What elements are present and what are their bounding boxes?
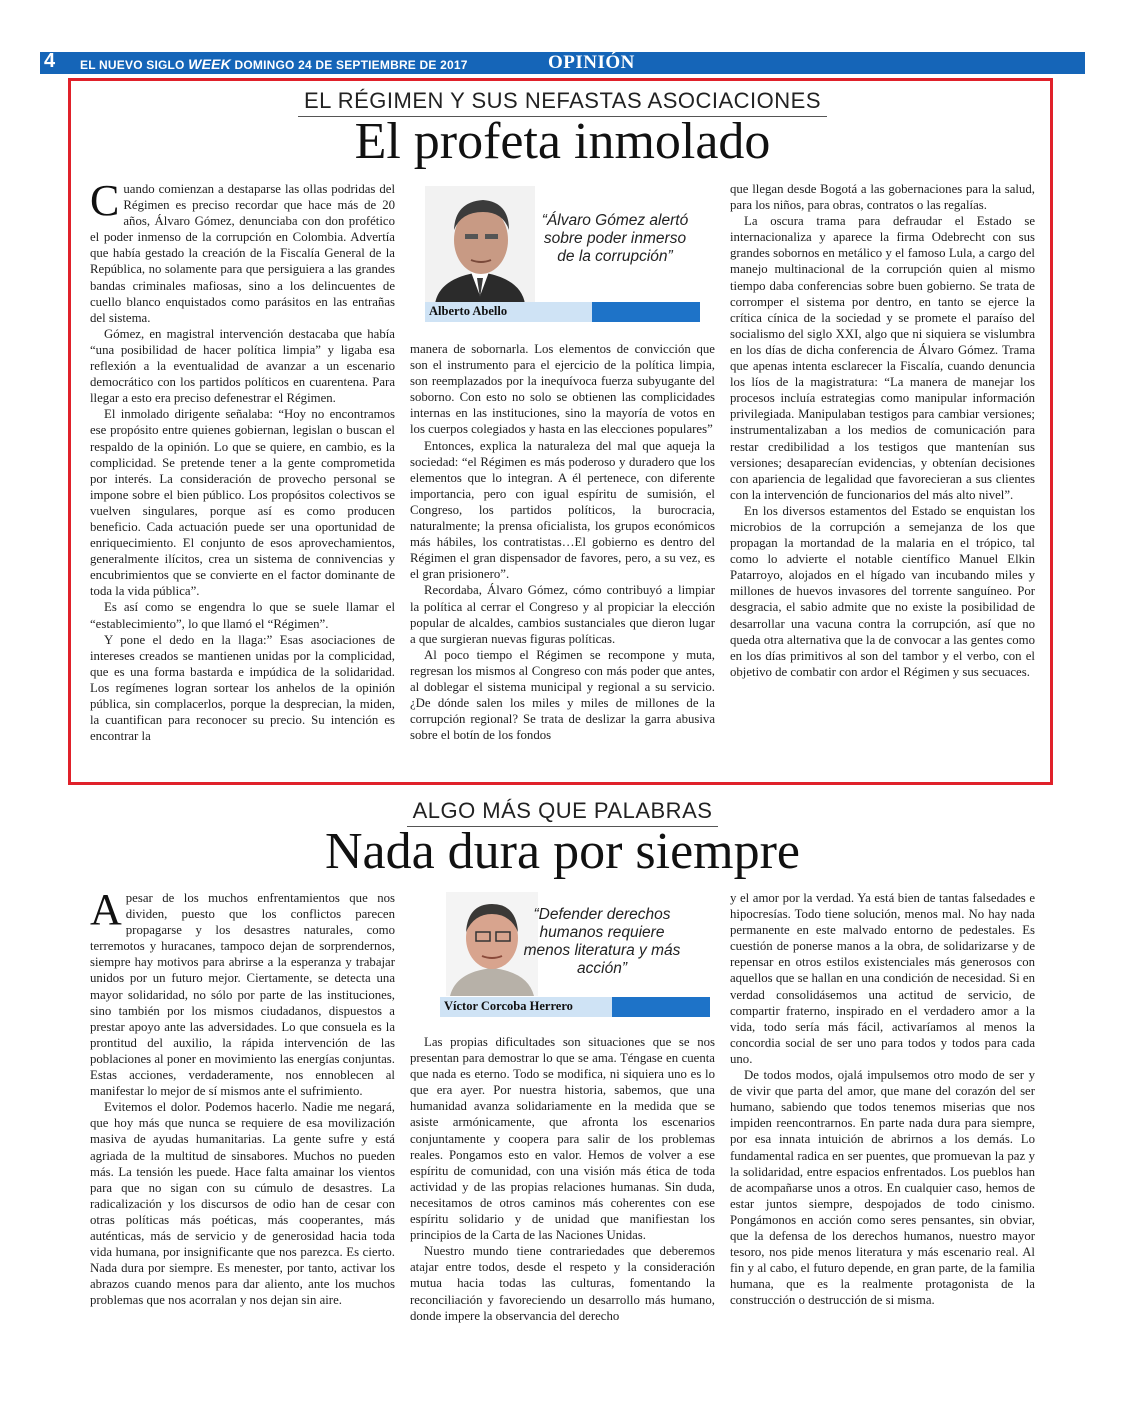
- portrait-image: [425, 186, 535, 304]
- article2-title: Nada dura por siempre: [324, 823, 801, 880]
- paragraph: Evitemos el dolor. Podemos hacerlo. Nadie me negará, que hoy más que nunca se requiere de esa movilización masiva de ayudas humanitarias. La gente sufre y está agriada de la multitud de sinsabores. Muchos no pueden más. La tensión les puede. Hace falta amainar los vientos para que no sigan con su cúmulo de desastres. La radicalización y los discursos de odio han de cesar con otras políticas más poéticas, más cooperantes, más auténticas, más de servicio y de generosidad hacia toda vida humana, por insignificante que nos parezca. Es cierto. Nada dura por siempre. Es menester, por tanto, activar los abrazos cuando menos para dar aliento, ante los muchos problemas que nos acorralan y nos dejan sin aire.: [90, 1100, 395, 1308]
- paragraph: Gómez, en magistral intervención destacaba que había “una posibilidad de hacer política limpia” y ligaba esa reflexión a la eventualidad de avanzar a un escenario democrático con los partidos políticos en cuarentena. Para llegar a esto era preciso defenestrar el Régimen.: [90, 326, 395, 406]
- publication-week: WEEK: [188, 56, 231, 72]
- paragraph: El inmolado dirigente señalaba: “Hoy no encontramos ese propósito entre quienes gobiernan, legislan o buscan el respaldo de la opinión. Lo que se quiere, en cambio, es la complicidad. Se pretende tener a la gente comprometida por interés. La consideración de provecho personal se impone sobre el bien público. Los propósitos colectivos se vuelven singulares, porque así es como producen beneficio. Cada actuación puede ser una oportunidad de enriquecimiento. El conjunto de esos aprovechamientos, generalmente ilícitos, crea un sistema de connivencias y encubrimientos que se convierte en el factor dominante de toda la vida pública”.: [90, 407, 395, 599]
- article1-kicker-text: EL RÉGIMEN Y SUS NEFASTAS ASOCIACIONES: [298, 88, 827, 117]
- pull-quote: “Álvaro Gómez alertó sobre poder inmerso de la corrupción”: [541, 212, 689, 265]
- author-name: Víctor Corcoba Herrero: [444, 999, 573, 1013]
- author-name: Alberto Abello: [429, 304, 508, 318]
- article1-column-3: [730, 181, 1035, 680]
- article2-column-1: [90, 885, 395, 1308]
- article1-column-1: [90, 176, 395, 744]
- article1-column-2: [410, 341, 715, 743]
- byline-accent: [612, 997, 710, 1017]
- page-number: 4: [44, 50, 56, 72]
- drop-cap: A: [90, 885, 122, 934]
- pull-quote: “Defender derechos humanos requiere menos literatura y más acción”: [523, 906, 681, 977]
- paragraph: que llegan desde Bogotá a las gobernaciones para la salud, para los niños, para obras, contratos o las regalías.: [730, 182, 1035, 213]
- paragraph: [90, 176, 395, 326]
- paragraph-text: uando comienzan a destaparse las ollas podridas del Régimen es preciso recordar que hace más de 20 años, Álvaro Gómez, denunciaba con don profético el poder inmenso de la corrupción en Colombia. Advertía que había gestado la creación de la Fiscalía General de la República, no solamente para que persiguiera a las grandes bandas criminales mafiosas, sino a los delincuentes de cuello blanco enquistados como parásitos en las entrañas del sistema.: [90, 182, 395, 325]
- article1-title: El profeta inmolado: [354, 113, 771, 170]
- paragraph: Nuestro mundo tiene contrariedades que deberemos atajar entre todos, desde el respeto y la consideración mutua hacia todas las culturas, fomentando la reconciliación y favoreciendo un desarrollo más humano, donde impere la observancia del derecho: [410, 1244, 715, 1323]
- paragraph: Recordaba, Álvaro Gómez, cómo contribuyó a limpiar la política al cerrar el Congreso y al propiciar la elección popular de alcaldes, cambios sustanciales que dieron lugar a que surgieran nuevas figuras políticas.: [410, 583, 715, 646]
- publication-info: [80, 56, 468, 72]
- paragraph: De todos modos, ojalá impulsemos otro modo de ser y de vivir que parta del amor, que mane del corazón del ser humano, sabiendo que todos tenemos miserias que nos impiden reencontrarnos. En parte nada dura para siempre, por esa innata intuición de abrirnos a los demás. Lo fundamental radica en ser puentes, que promuevan la paz y la solidaridad, entre espacios enfrentados. Los pueblos han de acompañarse unos a otros. En cualquier caso, hemos de estar juntos siempre, despojados de todo cinismo. Pongámonos en acción como seres pensantes, sin obviar, que la defensa de los derechos humanos, nuestro mayor tesoro, nos pide menos literatura y más escenario real. Al fin y al cabo, el futuro depende, en gran parte, de la familia humana, que es la realmente protagonista de la construcción o destrucción de si misma.: [730, 1068, 1035, 1308]
- paragraph: La oscura trama para defraudar el Estado se internacionaliza y aparece la firma Odebrecht con sus grandes sobornos en metálico y el famoso Lula, a cargo del manejo multinacional de la corrupción quien al mismo tiempo daba conferencias sobre buen gobierno. Se trata de corromper el sistema por dentro, en tanto se ejerce la crítica cínica de la sociedad y se promete el paraíso del socialismo del siglo XXI, algo que ni siquiera se vislumbra en los días de dicha conferencia de Álvaro Gómez. Trama que apenas intenta esclarecer la Fiscalía, cuando denuncia los líos de la magistratura: “La manera de manejar los procesos incluía estrategias como manipular información privilegiada. Manipulaban testigos para cambiar versiones; instrumentalizaban a los medios de comunicación para restar credibilidad a los testigos que mantenían sus versiones; desaparecían evidencias, y obtenían decisiones con apariencia de legalidad que favorecieran a sus clientes con la intervención de funcionarios del más alto nivel”.: [730, 214, 1035, 502]
- byline-accent: [592, 302, 700, 322]
- paragraph: En los diversos estamentos del Estado se enquistan los microbios de la corrupción a semejanza de los que propagan la mortandad de la malaria en el trópico, tal como lo advierte el notable científico Manuel Elkin Patarroyo, alojados en el hígado van incubando miles y millones de huevos invasores del torrente sanguíneo. Por desgracia, el sabio admite que no existe la posibilidad de desarrollar una vacuna contra la corrupción, así que no queda otra alternativa que la de convocar a las gentes como en los días primitivos al son del tambor y el verbo, con el objetivo de combatir con ardor el Régimen y sus secuaces.: [730, 503, 1035, 679]
- author-byline: [425, 302, 700, 322]
- paragraph: manera de sobornarla. Los elementos de convicción que son el instrumento para el ejercicio de la política limpia, son reemplazados por la inequívoca fuerza subyugante del soborno. Con esto no solo se obtienen las complicidades internas en las instituciones, sino la mayoría de votos en los cuerpos colegiados y hasta en las elecciones populares”: [410, 342, 715, 437]
- paragraph: Entonces, explica la naturaleza del mal que aqueja la sociedad: “el Régimen es más poderoso y duradero que los elementos que lo integran. A él pertenece, con diferente importancia, pero con igual espíritu de sumisión, el Congreso, los partidos políticos, la burocracia, naturalmente; la prensa oficialista, los grupos económicos más hábiles, los contratistas…El gobierno es dentro del Régimen el gran dispensador de favores, pero, a su vez, es el gran prisionero”.: [410, 438, 715, 582]
- publication-name: EL NUEVO SIGLO: [80, 58, 185, 72]
- paragraph: Y pone el dedo en la llaga:” Esas asociaciones de intereses creados se mantienen unidas por la complicidad, que es una forma bastarda e impúdica de la solidaridad. Los regímenes logran sortear los anhelos de la opinión pública, sin complacerlos, porque la desprecian, la miden, la cuantifican para reconocer su precio. Su intención es encontrar la: [90, 632, 395, 744]
- publication-date: DOMINGO 24 DE SEPTIEMBRE DE 2017: [234, 58, 468, 72]
- article2-column-2: [410, 1034, 715, 1324]
- paragraph: [90, 885, 395, 1099]
- article2-kicker-text: ALGO MÁS QUE PALABRAS: [407, 798, 719, 827]
- section-title: OPINIÓN: [548, 52, 635, 73]
- author-photo: [425, 186, 535, 304]
- drop-cap: C: [90, 176, 120, 225]
- paragraph: Al poco tiempo el Régimen se recompone y muta, regresan los mismos al Congreso con más poder que antes, al doblegar el sistema municipal y regional a su servicio. ¿De dónde salen los miles y miles de millones de la corrupción regional? Se trata de deslizar la garra abusiva sobre el botín de los fondos: [410, 647, 715, 743]
- page-header-bar: [40, 52, 1085, 74]
- article2-column-3: [730, 890, 1035, 1308]
- paragraph: Las propias dificultades son situaciones que se nos presentan para demostrar lo que se ama. Téngase en cuenta que nada es eterno. Todo se modifica, ni siquiera uno es lo que era ayer. Por nuestra historia, sabemos, que una humanidad avanza solidariamente en la medida que se asiste armónicamente, que afronta los escenarios conjuntamente y coopera para salir de los problemas reales. Pongamos esto en valor. Hemos de volver a ese espíritu de comunidad, con una visión más ética de toda actividad y de las propias relaciones humanas. Sin duda, necesitamos de otros caminos más coherentes con ese espíritu solidario y de unidad que manifiestan los principios de la Carta de las Naciones Unidas.: [410, 1035, 715, 1243]
- paragraph: Es así como se engendra lo que se suele llamar el “establecimiento”, lo que llamó el “Régimen”.: [90, 600, 395, 631]
- paragraph-text: pesar de los muchos enfrentamientos que nos dividen, puesto que los conflictos parecen propagarse y los desastres naturales, como terremotos y huracanes, tampoco dejan de sorprendernos, siempre hay motivos para abrirse a la esperanza y trabajar unidos por un futuro mejor. Ciertamente, se detecta una mayor solidaridad, no sólo por parte de las instituciones, sino también por los mismos ciudadanos, dispuestos a prestar apoyo ante las adversidades. Lo que consuela es la prontitud del auxilio, la rápida intervención de las poblaciones al poner en movimiento las energías conjuntas. Estas acciones, verdaderamente, nos ennoblecen al manifestar lo mejor de sí mismos ante el sufrimiento.: [90, 891, 395, 1099]
- author-byline: [440, 997, 710, 1017]
- paragraph: y el amor por la verdad. Ya está bien de tantas falsedades e hipocresías. Todo tiene solución, menos mal. No hay nada permanente en este malvado entorno de pedestales. Es cuestión de ponerse manos a la obra, de solidarizarse y de repensar en otros estilos existenciales más generosos con aquellos que se hallan en una condición de necesidad. Si en verdad consolidásemos una actitud de servicio, de compartir fraterno, inspirado en el verdadero amor a la vida, todo sería más fácil, activaríamos al menos la concordia social de ser uno para todos y todos para cada uno.: [730, 891, 1035, 1066]
